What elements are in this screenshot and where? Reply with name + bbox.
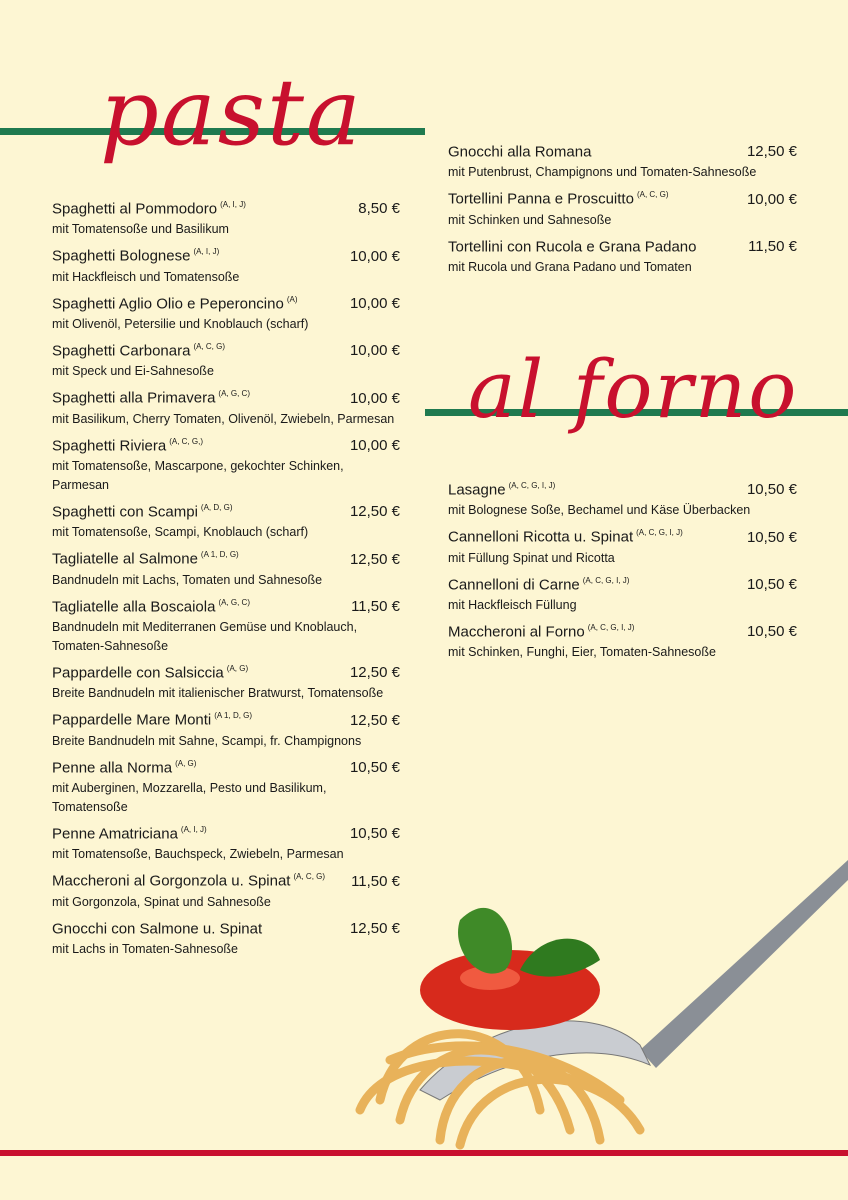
menu-item bbox=[448, 481, 797, 520]
allergen-codes: (A, G) bbox=[175, 758, 197, 768]
dish-description: mit Schinken und Sahnesoße bbox=[448, 212, 612, 227]
menu-item bbox=[52, 200, 400, 239]
dish-name: Maccheroni al Gorgonzola u. Spinat bbox=[52, 872, 291, 890]
dish-price: 10,50 € bbox=[746, 528, 797, 546]
dish-name: Lasagne bbox=[448, 481, 506, 499]
dish-name: Spaghetti Bolognese bbox=[52, 247, 191, 265]
dish-name: Spaghetti al Pommodoro bbox=[52, 200, 218, 218]
allergen-codes: (A, I, J) bbox=[193, 247, 220, 257]
allergen-codes: (A, C, G) bbox=[636, 190, 669, 200]
menu-item bbox=[52, 342, 400, 381]
dish-description: mit Speck und Ei-Sahnesoße bbox=[52, 364, 214, 379]
dish-description: Bandnudeln mit Mediterranen Gemüse und Knoblauch, Tomaten-Sahnesoße bbox=[52, 619, 358, 653]
dish-description: mit Tomatensoße und Basilikum bbox=[52, 222, 229, 237]
menu-item bbox=[52, 437, 400, 495]
dish-name: Pappardelle Mare Monti bbox=[52, 711, 212, 729]
menu-item bbox=[448, 623, 797, 662]
dish-description: mit Basilikum, Cherry Tomaten, Olivenöl, Zwiebeln, Parmesan bbox=[52, 411, 395, 426]
dish-name: Maccheroni al Forno bbox=[448, 623, 585, 641]
dish-price: 10,00 € bbox=[349, 389, 400, 407]
allergen-codes: (A, C, G) bbox=[293, 872, 326, 882]
dish-name: Tagliatelle al Salmone bbox=[52, 550, 198, 568]
dish-name: Tortellini con Rucola e Grana Padano bbox=[448, 237, 697, 255]
dish-price: 12,50 € bbox=[349, 711, 400, 729]
dish-name: Cannelloni Ricotta u. Spinat bbox=[448, 528, 634, 546]
dish-price: 10,50 € bbox=[746, 481, 797, 499]
pasta-heading: pasta bbox=[100, 59, 363, 166]
menu-item bbox=[52, 247, 400, 286]
dish-price: 12,50 € bbox=[349, 503, 400, 521]
menu-item bbox=[52, 759, 400, 817]
allergen-codes: (A, C, G, I, J) bbox=[636, 528, 683, 538]
pasta-list-left bbox=[52, 200, 400, 967]
dish-price: 8,50 € bbox=[358, 200, 400, 218]
dish-description: mit Bolognese Soße, Bechamel und Käse Überbacken bbox=[448, 503, 751, 518]
dish-name: Gnocchi alla Romana bbox=[448, 143, 592, 161]
allergen-codes: (A) bbox=[286, 294, 298, 304]
dish-price: 11,50 € bbox=[351, 872, 400, 890]
allergen-codes: (A, G, C) bbox=[218, 389, 250, 399]
allergen-codes: (A, C, G, I, J) bbox=[508, 481, 556, 490]
dish-description: mit Rucola und Grana Padano und Tomaten bbox=[448, 259, 692, 274]
allergen-codes: (A, G, C) bbox=[218, 597, 250, 607]
dish-price: 10,50 € bbox=[746, 575, 797, 593]
menu-item bbox=[448, 238, 797, 277]
dish-description: mit Auberginen, Mozzarella, Pesto und Basilikum, Tomatensoße bbox=[52, 780, 327, 814]
dish-description: Bandnudeln mit Lachs, Tomaten und Sahnesoße bbox=[52, 572, 323, 587]
dish-name: Gnocchi con Salmone u. Spinat bbox=[52, 919, 263, 937]
dish-name: Pappardelle con Salsiccia bbox=[52, 664, 224, 682]
allergen-codes: (A, C, G,) bbox=[169, 436, 204, 446]
dish-price: 10,00 € bbox=[349, 342, 400, 360]
dish-price: 12,50 € bbox=[349, 550, 400, 568]
dish-description: Breite Bandnudeln mit italienischer Bratwurst, Tomatensoße bbox=[52, 686, 384, 701]
dish-price: 10,50 € bbox=[349, 825, 400, 843]
allergen-codes: (A 1, D, G) bbox=[200, 550, 239, 560]
menu-item bbox=[448, 576, 797, 615]
dish-description: mit Tomatensoße, Mascarpone, gekochter Schinken, Parmesan bbox=[52, 458, 344, 492]
allergen-codes: (A, I, J) bbox=[180, 824, 207, 834]
dish-description: mit Gorgonzola, Spinat und Sahnesoße bbox=[52, 894, 271, 909]
dish-price: 10,00 € bbox=[349, 294, 400, 312]
dish-price: 10,00 € bbox=[349, 436, 400, 454]
dish-price: 12,50 € bbox=[349, 664, 400, 682]
dish-description: mit Tomatensoße, Bauchspeck, Zwiebeln, Parmesan bbox=[52, 847, 344, 862]
dish-description: mit Tomatensoße, Scampi, Knoblauch (scharf) bbox=[52, 525, 309, 540]
dish-description: mit Putenbrust, Champignons und Tomaten-Sahnesoße bbox=[448, 165, 757, 180]
dish-price: 11,50 € bbox=[748, 237, 797, 255]
dish-price: 10,00 € bbox=[746, 190, 797, 208]
dish-price: 12,50 € bbox=[746, 143, 797, 161]
dish-name: Spaghetti Carbonara bbox=[52, 342, 191, 360]
dish-name: Cannelloni di Carne bbox=[448, 575, 580, 593]
dish-name: Penne Amatriciana bbox=[52, 825, 178, 843]
dish-name: Spaghetti Riviera bbox=[52, 436, 167, 454]
al-forno-heading: al forno bbox=[468, 343, 799, 436]
pasta-fork-photo bbox=[340, 860, 848, 1160]
dish-name: Spaghetti Aglio Olio e Peperoncino bbox=[52, 294, 284, 312]
menu-item bbox=[52, 711, 400, 750]
allergen-codes: (A 1, D, G) bbox=[214, 711, 253, 721]
allergen-codes: (A, I, J) bbox=[220, 200, 246, 209]
dish-description: mit Füllung Spinat und Ricotta bbox=[448, 550, 615, 565]
allergen-codes: (A, G) bbox=[226, 663, 249, 673]
menu-item bbox=[448, 190, 797, 229]
menu-item bbox=[52, 503, 400, 542]
dish-description: mit Lachs in Tomaten-Sahnesoße bbox=[52, 941, 238, 956]
menu-item bbox=[52, 389, 400, 428]
dish-description: mit Hackfleisch und Tomatensoße bbox=[52, 269, 240, 284]
dish-name: Penne alla Norma bbox=[52, 758, 173, 776]
allergen-codes: (A, C, G, I, J) bbox=[587, 622, 635, 632]
bottom-red-stripe bbox=[0, 1150, 848, 1156]
menu-item bbox=[52, 664, 400, 703]
allergen-codes: (A, C, G) bbox=[193, 341, 225, 351]
allergen-codes: (A, D, G) bbox=[200, 502, 233, 512]
al-forno-list bbox=[448, 481, 797, 670]
dish-description: Breite Bandnudeln mit Sahne, Scampi, fr. Champignons bbox=[52, 733, 362, 748]
menu-item bbox=[448, 143, 797, 182]
menu-item bbox=[448, 528, 797, 567]
dish-description: mit Schinken, Funghi, Eier, Tomaten-Sahnesoße bbox=[448, 645, 716, 660]
allergen-codes: (A, C, G, I, J) bbox=[582, 575, 630, 585]
dish-price: 12,50 € bbox=[349, 919, 400, 937]
dish-description: mit Olivenöl, Petersilie und Knoblauch (scharf) bbox=[52, 316, 309, 331]
dish-name: Spaghetti alla Primavera bbox=[52, 389, 216, 407]
dish-price: 10,00 € bbox=[349, 247, 400, 265]
menu-item bbox=[52, 825, 400, 864]
menu-item bbox=[52, 295, 400, 334]
dish-name: Tagliatelle alla Boscaiola bbox=[52, 597, 216, 615]
dish-price: 10,50 € bbox=[746, 623, 797, 641]
dish-price: 10,50 € bbox=[349, 758, 400, 776]
pasta-list-right bbox=[448, 143, 797, 285]
dish-name: Spaghetti con Scampi bbox=[52, 503, 198, 521]
dish-price: 11,50 € bbox=[351, 597, 400, 615]
menu-item bbox=[52, 550, 400, 589]
menu-item bbox=[52, 598, 400, 656]
dish-description: mit Hackfleisch Füllung bbox=[448, 597, 577, 612]
dish-name: Tortellini Panna e Proscuitto bbox=[448, 190, 634, 208]
